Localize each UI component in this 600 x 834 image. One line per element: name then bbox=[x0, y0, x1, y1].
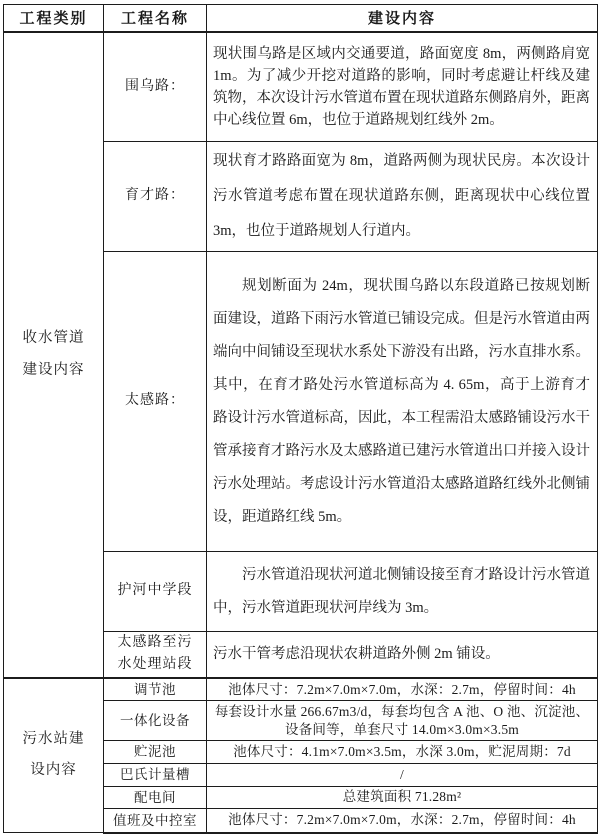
construction-content-cell: 每套设计水量 266.67m3/d，每套均包含 A 池、O 池、沉淀池、设备间等，单套尺寸 14.0m×3.0m×3.5m bbox=[207, 701, 598, 741]
project-name-cell: 一体化设备 bbox=[104, 701, 207, 741]
construction-content-cell: 污水管道沿现状河道北侧铺设接至育才路设计污水管道中，污水管道距现状河岸线为 3m。 bbox=[207, 552, 598, 632]
section-category-pipes bbox=[4, 32, 104, 678]
construction-content-cell: 池体尺寸：7.2m×7.0m×7.0m，水深：2.7m，停留时间：4h bbox=[207, 809, 598, 833]
project-name-label: 太感路至污水处理站段 bbox=[117, 635, 193, 673]
construction-content-cell: 污水干管考虑沿现状农耕道路外侧 2m 铺设。 bbox=[207, 632, 598, 678]
row-weiwu-road bbox=[4, 32, 598, 142]
section-category-station bbox=[4, 678, 104, 833]
construction-content-cell: 池体尺寸：4.1m×7.0m×3.5m，水深 3.0m，贮泥周期：7d bbox=[207, 741, 598, 764]
project-name-cell bbox=[104, 632, 207, 678]
project-name-cell: 调节池 bbox=[104, 678, 207, 701]
construction-content-cell: / bbox=[207, 763, 598, 786]
row-regulating-tank bbox=[4, 678, 598, 701]
project-name-cell: 护河中学段 bbox=[104, 552, 207, 632]
construction-content-cell: 现状育才路路面宽为 8m，道路两侧为现状民房。本次设计污水管道考虑布置在现状道路东侧，距离现状中心线位置 3m，也位于道路规划人行道内。 bbox=[207, 142, 598, 252]
construction-content-cell: 池体尺寸：7.2m×7.0m×7.0m，水深：2.7m，停留时间：4h bbox=[207, 678, 598, 701]
project-name-cell: 太感路： bbox=[104, 252, 207, 552]
project-name-cell: 值班及中控室 bbox=[104, 809, 207, 833]
header-project-category: 工程类别 bbox=[4, 5, 104, 32]
project-name-cell: 贮泥池 bbox=[104, 741, 207, 764]
project-name-cell: 育才路： bbox=[104, 142, 207, 252]
construction-content-cell: 规划断面为 24m，现状围乌路以东段道路已按规划断面建设，道路下雨污水管道已铺设完成。但是污水管道由两端向中间铺设至现状水系处下游没有出路，污水直排水系。其中，在育才路处污水管道标高为 4. 65m，高于上游育才路设计污水管道标高，因此，本工程需沿太感路铺设污水干管承接育才路污水及太感路道已建污水管道出口并接入设计污水处理站。考虑设计污水管道沿太感路道路红线外北侧铺设，距道路红线 5m。 bbox=[207, 252, 598, 552]
header-project-name: 工程名称 bbox=[104, 5, 207, 32]
construction-content-cell: 总建筑面积 71.28m² bbox=[207, 786, 598, 809]
header-row bbox=[4, 5, 598, 32]
project-name-cell: 围乌路： bbox=[104, 32, 207, 142]
construction-content-cell: 现状围乌路是区域内交通要道，路面宽度 8m，两侧路肩宽 1m。为了减少开挖对道路的影响，同时考虑避让杆线及建筑物，本次设计污水管道布置在现状道路东侧路肩外，距离中心线位置 6m，也位于道路规划红线外 2m。 bbox=[207, 32, 598, 142]
section-category-label: 收水管道建设内容 bbox=[22, 330, 85, 378]
header-construction-content: 建设内容 bbox=[207, 5, 598, 32]
project-name-cell: 巴氏计量槽 bbox=[104, 763, 207, 786]
project-name-cell: 配电间 bbox=[104, 786, 207, 809]
construction-content-table bbox=[3, 4, 598, 834]
section-category-label: 污水站建设内容 bbox=[22, 731, 85, 779]
